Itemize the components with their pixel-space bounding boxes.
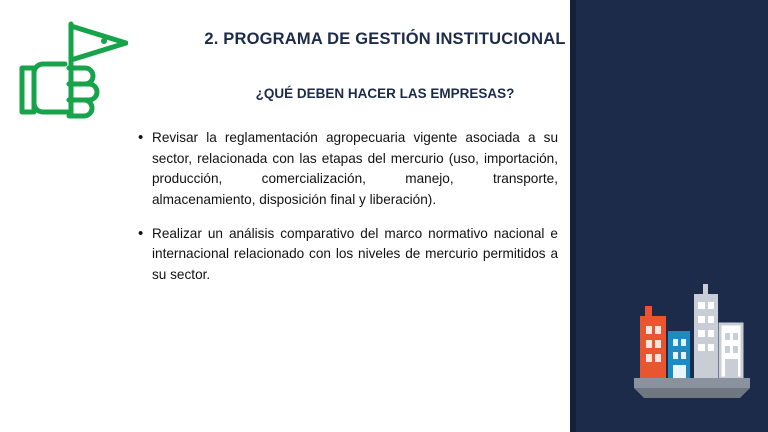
panel-edge-stripe [570, 0, 576, 432]
list-item: • Revisar la reglamentación agropecuaria vigente asociada a su sector, relacionada con las etapas del mercurio (uso, importación, producción, comercialización, manejo, transporte, almacenamiento, disposición final y liberación). [138, 128, 558, 211]
hand-holding-flag-icon [8, 10, 128, 140]
bullet-list [120, 128, 558, 286]
page-title: 2. PROGRAMA DE GESTIÓN INSTITUCIONAL [204, 30, 566, 48]
list-item: • Realizar un análisis comparativo del marco normativo nacional e internacional relacionado con los niveles de mercurio permitidos a su sector. [138, 224, 558, 286]
section-subtitle: ¿QUÉ DEBEN HACER LAS EMPRESAS? [255, 86, 515, 101]
city-buildings-icon [628, 276, 758, 406]
